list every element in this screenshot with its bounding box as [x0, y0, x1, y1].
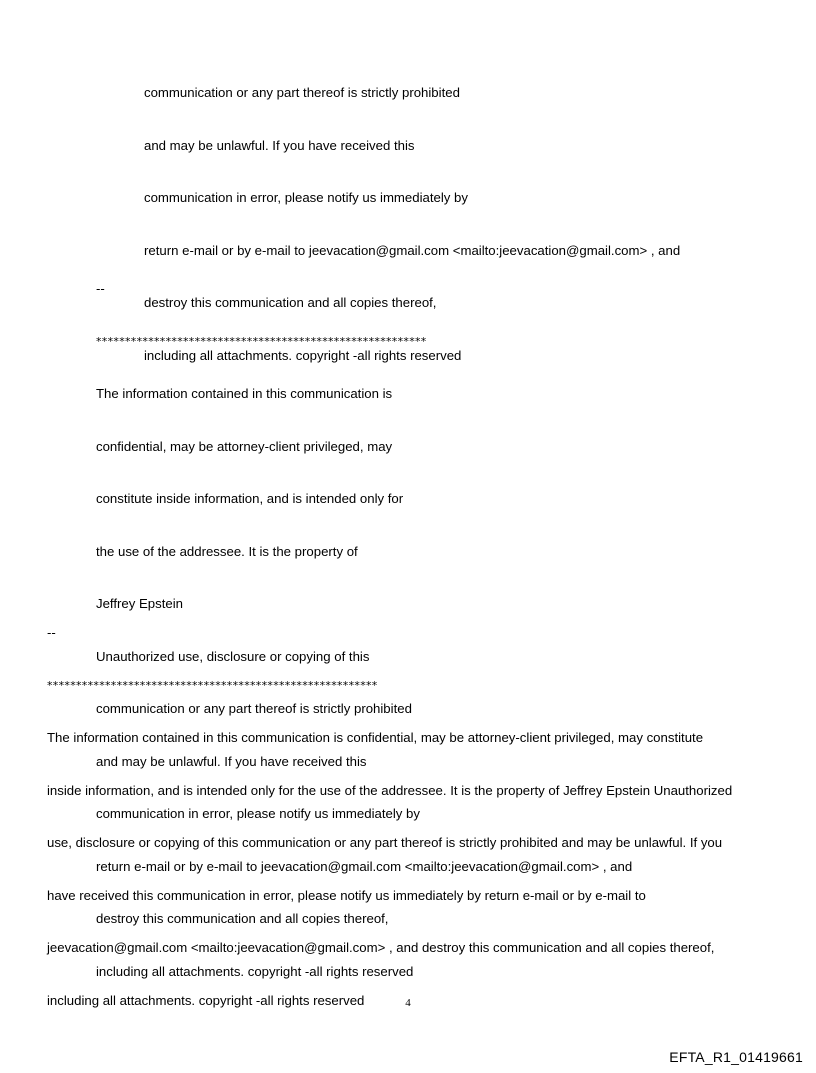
signature-separator: -- [96, 281, 105, 296]
disclaimer-line: The information contained in this communication is [96, 386, 393, 401]
page-number: 4 [405, 997, 411, 1009]
disclaimer-line: destroy this communication and all copies thereof, [96, 911, 389, 926]
disclaimer-line: Jeffrey Epstein [96, 596, 183, 611]
document-id: EFTA_R1_01419661 [669, 1049, 803, 1065]
disclaimer-line: communication in error, please notify us immediately by [144, 190, 468, 205]
disclaimer-line: including all attachments. copyright -all rights reserved [47, 992, 365, 1008]
disclaimer-line: The information contained in this communication is confidential, may be attorney-client privileged, may constitute [47, 730, 704, 745]
asterisk-divider: ********************************************************* [47, 678, 378, 692]
disclaimer-line: confidential, may be attorney-client privileged, may [96, 438, 393, 454]
disclaimer-line: return e-mail or by e-mail to jeevacation@gmail.com <mailto:jeevacation@gmail.com> , and [96, 858, 633, 874]
asterisk-divider: ********************************************************* [96, 334, 427, 348]
disclaimer-line: Unauthorized use, disclosure or copying of this [96, 648, 370, 664]
disclaimer-line: and may be unlawful. If you have received this [96, 753, 367, 769]
disclaimer-line: communication or any part thereof is strictly prohibited [144, 85, 460, 100]
disclaimer-line: inside information, and is intended only for the use of the addressee. It is the property of Jeffrey Epstein Unauthorized [47, 782, 733, 798]
disclaimer-line: jeevacation@gmail.com <mailto:jeevacation@gmail.com> , and destroy this communication and all copies thereof, [47, 940, 715, 955]
disclaimer-line: communication in error, please notify us immediately by [96, 806, 420, 821]
bottom-disclaimer-block [47, 589, 732, 1027]
signature-separator: -- [47, 625, 56, 640]
disclaimer-line: constitute inside information, and is intended only for [96, 491, 404, 506]
disclaimer-line: the use of the addressee. It is the property of [96, 543, 358, 559]
disclaimer-line: including all attachments. copyright -all rights reserved [144, 347, 462, 363]
disclaimer-line: have received this communication in error, please notify us immediately by return e-mail or by e-mail to [47, 887, 646, 903]
disclaimer-line: and may be unlawful. If you have received this [144, 137, 415, 153]
disclaimer-line: return e-mail or by e-mail to jeevacation@gmail.com <mailto:jeevacation@gmail.com> , and [144, 242, 681, 258]
disclaimer-line: including all attachments. copyright -all rights reserved [96, 963, 414, 979]
disclaimer-line: use, disclosure or copying of this communication or any part thereof is strictly prohibited and may be unlawful. If you [47, 835, 723, 850]
disclaimer-line: communication or any part thereof is strictly prohibited [96, 701, 412, 716]
disclaimer-line: destroy this communication and all copies thereof, [144, 295, 437, 310]
